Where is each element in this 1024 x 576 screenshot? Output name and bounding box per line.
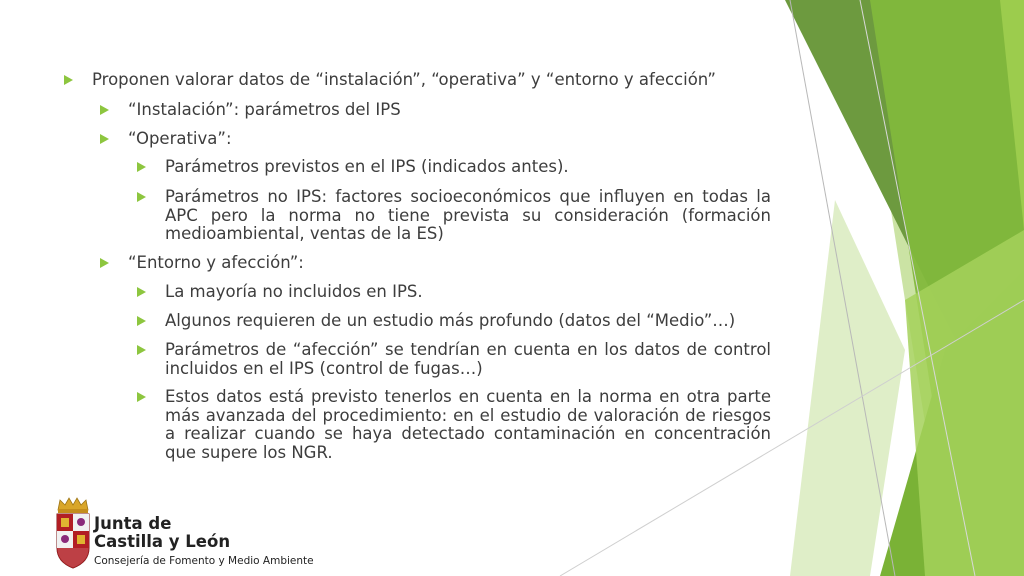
bullet-level3 <box>165 158 771 177</box>
logo-line2: Castilla y León <box>94 532 231 551</box>
bullet-level3 <box>165 188 771 244</box>
bullet-text: Proponen valorar datos de “instalación”, “operativa” y “entorno y afección” <box>92 70 716 89</box>
junta-castilla-leon-logo <box>52 494 312 576</box>
bullet-level2 <box>128 101 778 120</box>
bullet-arrow-icon <box>137 316 146 326</box>
bullet-text: “Instalación”: parámetros del IPS <box>128 100 401 119</box>
logo-department: Consejería de Fomento y Medio Ambiente <box>94 555 314 567</box>
bullet-arrow-icon <box>137 392 146 402</box>
bullet-level1 <box>92 71 792 90</box>
coat-of-arms-icon <box>54 496 92 574</box>
bullet-text: Parámetros previstos en el IPS (indicados antes). <box>165 157 569 176</box>
bullet-text: Parámetros de “afección” se tendrían en cuenta en los datos de control incluidos en el IPS (control de fugas…) <box>165 340 771 378</box>
bullet-text: Algunos requieren de un estudio más profundo (datos del “Medio”…) <box>165 311 736 330</box>
bullet-arrow-icon <box>100 105 109 115</box>
bullet-arrow-icon <box>137 162 146 172</box>
bullet-arrow-icon <box>100 134 109 144</box>
bullet-arrow-icon <box>64 75 73 85</box>
bullet-level3 <box>165 341 771 378</box>
bullet-level3 <box>165 388 771 462</box>
bullet-level2 <box>128 254 778 273</box>
bullet-arrow-icon <box>137 287 146 297</box>
bullet-text: “Operativa”: <box>128 129 232 148</box>
bullet-arrow-icon <box>100 258 109 268</box>
bullet-text: Estos datos está previsto tenerlos en cuenta en la norma en otra parte más avanzada del procedimiento: en el estudio de valoración de riesgos a realizar cuando se haya detectado contaminación en concentración que supere los NGR. <box>165 387 771 462</box>
bullet-level3 <box>165 312 771 331</box>
bullet-text: Parámetros no IPS: factores socioeconómicos que influyen en todas la APC pero la norma no tiene prevista su consideración (formación medioambiental, ventas de la ES) <box>165 187 771 243</box>
bullet-arrow-icon <box>137 192 146 202</box>
bullet-level2 <box>128 130 778 149</box>
logo-line1: Junta de <box>94 514 172 533</box>
bullet-arrow-icon <box>137 345 146 355</box>
bullet-text: “Entorno y afección”: <box>128 253 304 272</box>
bullet-text: La mayoría no incluidos en IPS. <box>165 282 423 301</box>
bullet-level3 <box>165 283 771 302</box>
